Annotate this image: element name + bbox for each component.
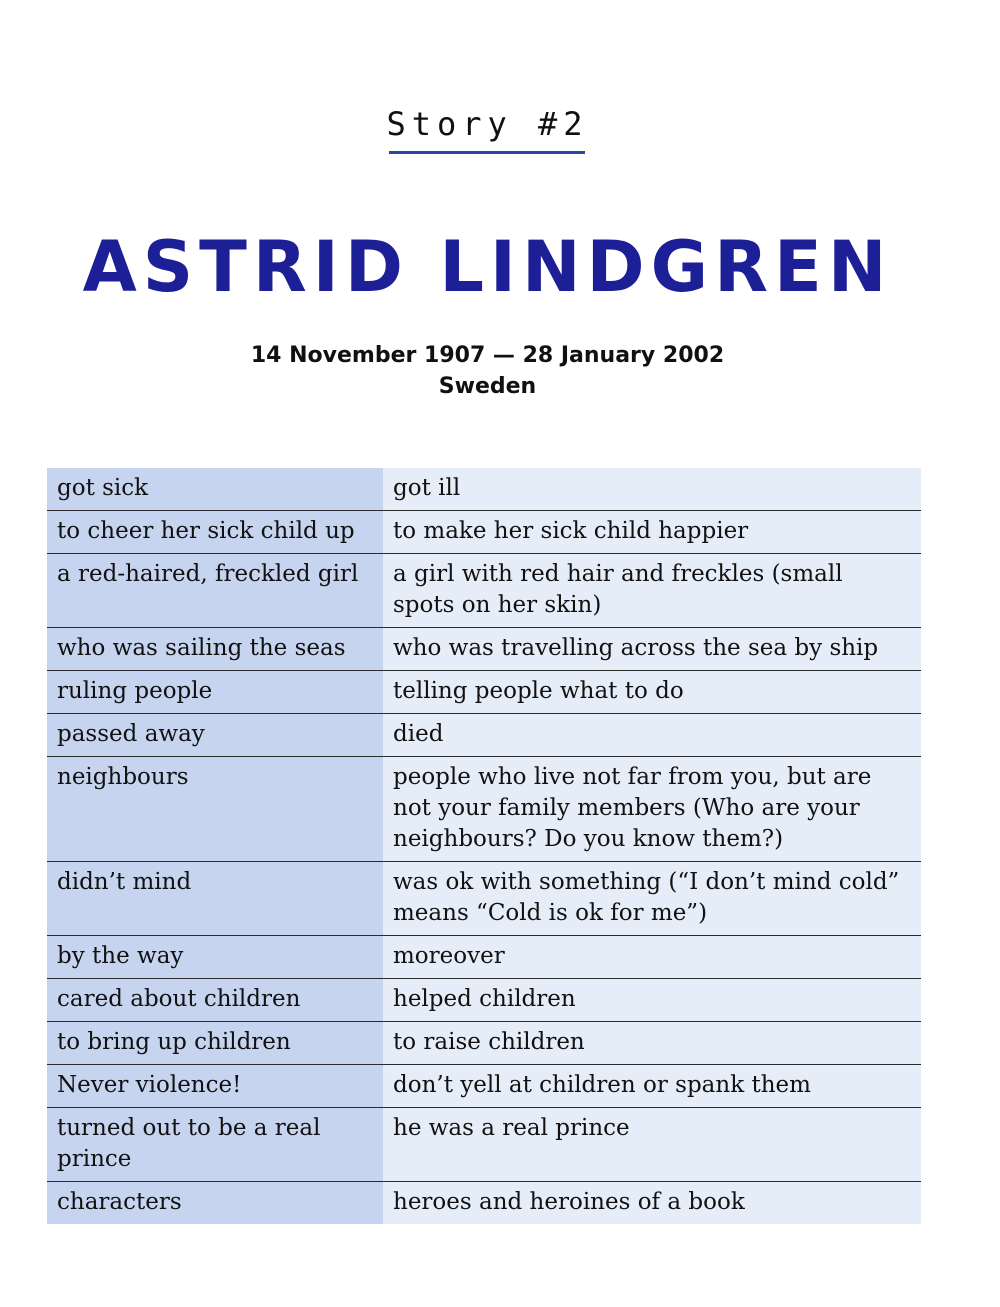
vocabulary-meaning: was ok with something (“I don’t mind cold” means “Cold is ok for me”): [383, 862, 921, 936]
vocabulary-meaning: got ill: [383, 468, 921, 511]
table-row: [47, 1065, 921, 1108]
vocabulary-term: to bring up children: [47, 1022, 383, 1065]
table-row: [47, 628, 921, 671]
table-row: [47, 1182, 921, 1225]
table-row: [47, 979, 921, 1022]
vocabulary-meaning: helped children: [383, 979, 921, 1022]
vocabulary-term: to cheer her sick child up: [47, 511, 383, 554]
table-row: [47, 1108, 921, 1182]
vocabulary-term: by the way: [47, 936, 383, 979]
table-row: [47, 511, 921, 554]
table-row: [47, 757, 921, 862]
vocabulary-term: characters: [47, 1182, 383, 1225]
vocabulary-term: passed away: [47, 714, 383, 757]
vocabulary-term: a red-haired, freckled girl: [47, 554, 383, 628]
table-row: [47, 862, 921, 936]
vocabulary-meaning: don’t yell at children or spank them: [383, 1065, 921, 1108]
table-row: [47, 936, 921, 979]
vocabulary-meaning: to raise children: [383, 1022, 921, 1065]
vocabulary-term: Never violence!: [47, 1065, 383, 1108]
story-label-underline: [389, 151, 585, 154]
vocabulary-term: turned out to be a real prince: [47, 1108, 383, 1182]
table-row: [47, 671, 921, 714]
vocabulary-table-body: [47, 468, 921, 1224]
vocabulary-meaning: people who live not far from you, but are not your family members (Who are your neighbours? Do you know them?): [383, 757, 921, 862]
vocabulary-term: got sick: [47, 468, 383, 511]
vocabulary-term: cared about children: [47, 979, 383, 1022]
story-label: Story #2: [386, 105, 589, 143]
vocabulary-meaning: heroes and heroines of a book: [383, 1182, 921, 1225]
vocabulary-term: neighbours: [47, 757, 383, 862]
vocabulary-meaning: died: [383, 714, 921, 757]
vocabulary-meaning: he was a real prince: [383, 1108, 921, 1182]
vocabulary-meaning: to make her sick child happier: [383, 511, 921, 554]
vocabulary-meaning: moreover: [383, 936, 921, 979]
table-row: [47, 468, 921, 511]
table-row: [47, 1022, 921, 1065]
vocabulary-term: who was sailing the seas: [47, 628, 383, 671]
vocabulary-term: didn’t mind: [47, 862, 383, 936]
table-row: [47, 714, 921, 757]
vocabulary-meaning: who was travelling across the sea by ship: [383, 628, 921, 671]
vocabulary-meaning: a girl with red hair and freckles (small spots on her skin): [383, 554, 921, 628]
life-dates: 14 November 1907 — 28 January 2002: [250, 343, 725, 368]
vocabulary-table: [47, 468, 921, 1224]
vocabulary-term: ruling people: [47, 671, 383, 714]
country: Sweden: [438, 374, 537, 399]
vocabulary-meaning: telling people what to do: [383, 671, 921, 714]
page-title: ASTRID LINDGREN: [82, 226, 893, 308]
author-details: [0, 340, 975, 402]
table-row: [47, 554, 921, 628]
